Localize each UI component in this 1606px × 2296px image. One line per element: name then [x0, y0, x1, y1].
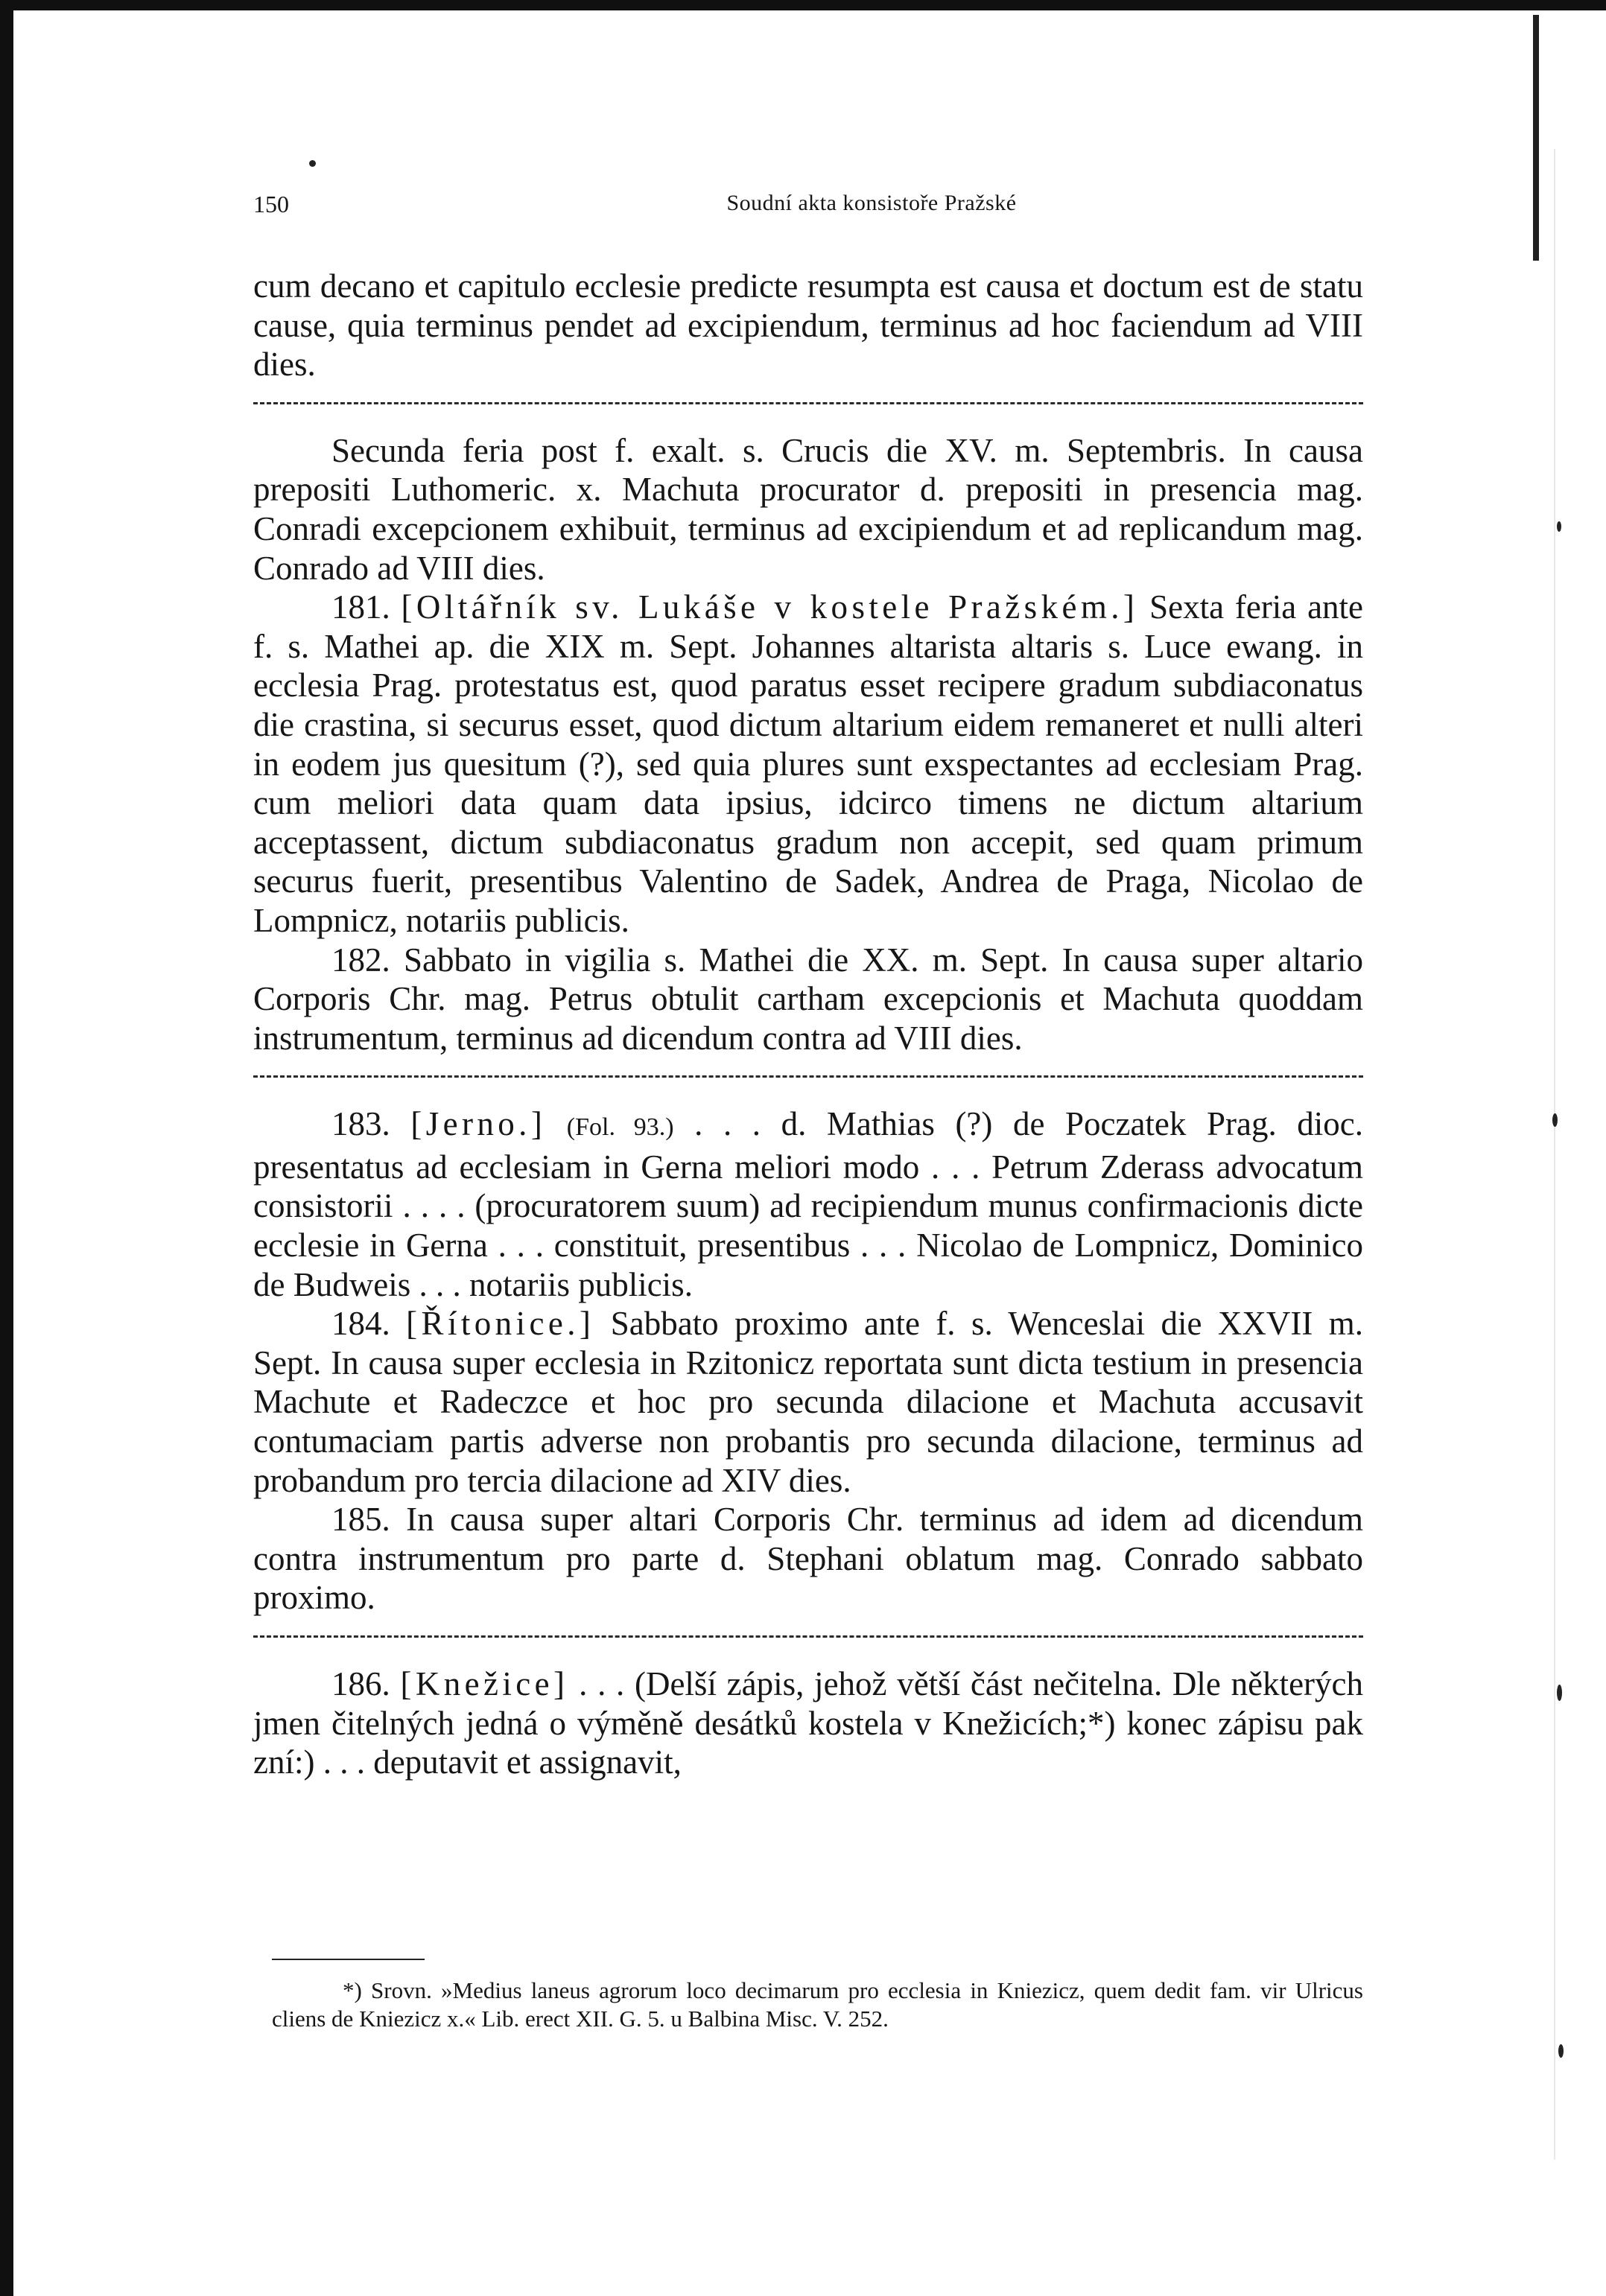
entry-heading: [Knežice]: [400, 1665, 569, 1702]
footnote-rule: [272, 1959, 425, 1960]
footnote: *) Srovn. »Medius laneus agrorum loco decimarum pro ecclesia in Kniezicz, quem dedit fam. vir Ulricus cliens de Kniezicz x.« Lib. erect XII. G. 5. u Balbina Misc. V. 252.: [272, 1977, 1363, 2032]
entry-text: Sabbato in vigilia s. Mathei die XX. m. Sept. In causa super altario Corporis Chr. mag. Petrus obtulit cartham excepcionis et Machuta quoddam instrumentum, terminus ad dicendum contra ad VIII dies.: [253, 941, 1363, 1057]
folio-reference: (Fol. 93.): [566, 1113, 674, 1142]
entry-181: [253, 588, 1363, 940]
entry-number: 181.: [331, 588, 390, 626]
entry-heading: [Jerno.]: [410, 1105, 547, 1143]
entry-182: [253, 941, 1363, 1058]
entry-186: [253, 1664, 1363, 1782]
entry-184: [253, 1304, 1363, 1500]
entry-heading: [Oltářník sv. Lukáše v kostele Pražském.]: [401, 588, 1139, 626]
entry-number: 182.: [331, 941, 390, 979]
scan-speck: [309, 160, 316, 167]
entry-number: 186.: [331, 1665, 390, 1702]
entry-number: 184.: [331, 1305, 390, 1343]
entry-text: Sexta feria ante f. s. Mathei ap. die XIX m. Sept. Johannes altarista altaris s. Luce ewang. in ecclesia Prag. protestatus est, quod paratus esset recipere gradum subdiaconatus die crastina, si securus esset, quod dictum altarium eidem remaneret et nulli alteri in eodem jus quesitum (?), sed quia plures sunt exspectantes ad ecclesiam Prag. cum meliori data quam data ipsius, idcirco timens ne dictum altarium acceptassent, dictum subdiaconatus gradum non accepit, sed quam primum securus fuerit, presentibus Valentino de Sadek, Andrea de Praga, Nicolao de Lompnicz, notariis publicis.: [253, 588, 1364, 939]
entry-number: 183.: [331, 1105, 390, 1143]
entry-text: . . . (Delší zápis, jehož větší část nečitelna. Dle některých jmen čitelných jedná o výměně desátků kostela v Knežicích;*) konec zápisu pak zní:) . . . deputavit et assignavit,: [253, 1665, 1363, 1781]
entry-continuation: cum decano et capitulo ecclesie predicte resumpta est causa et doctum est de statu cause, quia terminus pendet ad excipiendum, terminus ad hoc faciendum ad VIII dies.: [253, 267, 1363, 384]
scan-speck: [1557, 1685, 1562, 1701]
page-body: [253, 267, 1363, 1782]
entry-183: [253, 1104, 1363, 1304]
binding-shadow: [1533, 15, 1539, 261]
section-separator: [253, 1635, 1363, 1638]
page-number: 150: [253, 191, 289, 217]
entry-185: [253, 1500, 1363, 1618]
entry-number: 185.: [331, 1501, 390, 1539]
scan-speck: [1557, 521, 1561, 532]
binding-edge: [1554, 149, 1555, 2160]
entry-heading: [Řítonice.]: [406, 1305, 595, 1343]
entry-text: In causa super altari Corporis Chr. terminus ad idem ad dicendum contra instrumentum pro parte d. Stephani oblatum mag. Conrado sabbato proximo.: [253, 1501, 1363, 1617]
entry-text: Sabbato proximo ante f. s. Wenceslai die XXVII m. Sept. In causa super ecclesia in Rzitonicz reportata sunt dicta testium in presencia Machute et Radeczce et hoc pro secunda dilacione et Machuta accusavit contumaciam partis adverse non probantis pro secunda dilacione, terminus ad probandum pro tercia dilacione ad XIV dies.: [253, 1305, 1364, 1499]
scan-border-top: [0, 0, 1606, 10]
section-separator: [253, 402, 1363, 404]
entry-text: . . . d. Mathias (?) de Poczatek Prag. dioc. presentatus ad ecclesiam in Gerna meliori modo . . . Petrum Zderass advocatum consistorii . . . . (procuratorem suum) ad recipiendum munus confirmacionis dicte ecclesie in Gerna . . . constituit, presentibus . . . Nicolao de Lompnicz, Dominico de Budweis . . . notariis publicis.: [253, 1105, 1363, 1303]
scan-speck: [1558, 2044, 1564, 2058]
section-separator: [253, 1075, 1363, 1078]
running-title: Soudní akta konsistoře Pražské: [726, 191, 1017, 215]
scan-speck: [1552, 1113, 1558, 1127]
scan-border-left: [0, 0, 13, 2296]
page-header: [253, 191, 1363, 220]
entry-secunda: Secunda feria post f. exalt. s. Crucis die XV. m. Septembris. In causa prepositi Luthomeric. x. Machuta procurator d. prepositi in presencia mag. Conradi excepcionem exhibuit, terminus ad excipiendum et ad replicandum mag. Conrado ad VIII dies.: [253, 431, 1363, 587]
